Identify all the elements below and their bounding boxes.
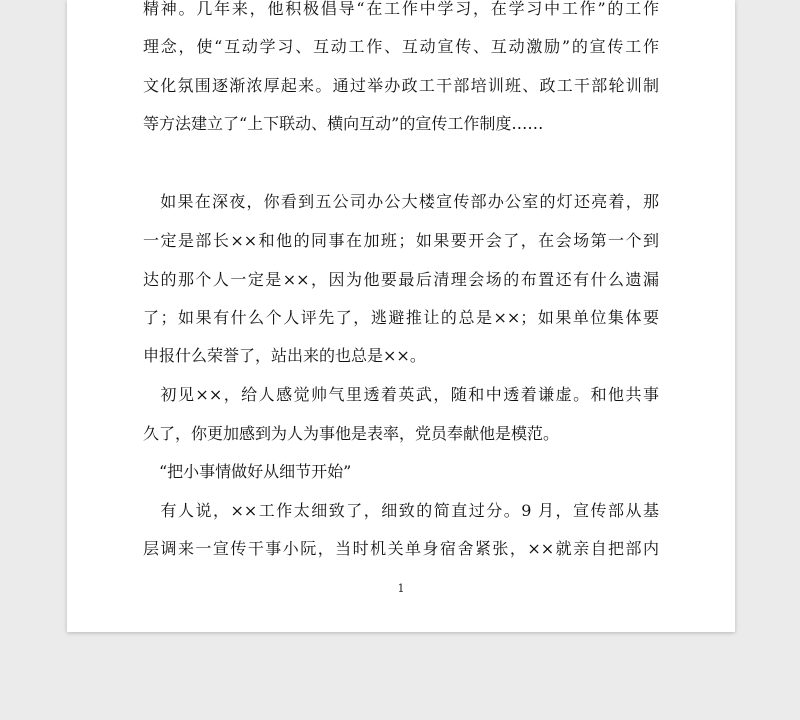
text-line: 如果在深夜，你看到五公司办公大楼宣传部办公室的灯还亮着，那: [143, 192, 659, 211]
text-line: 久了，你更加感到为人为事他是表率，党员奉献他是模范。: [143, 424, 560, 443]
page-number: 1: [397, 582, 405, 595]
section-heading: “把小事情做好从细节开始”: [143, 462, 352, 481]
document-page: [67, 0, 735, 632]
text-line: 精神。几年来，他积极倡导“在工作中学习，在学习中工作”的工作: [143, 0, 659, 18]
text-line: 有人说，××工作太细致了，细致的简直过分。9 月，宣传部从基: [143, 501, 659, 520]
text-line: 申报什么荣誉了，站出来的也总是××。: [143, 346, 426, 365]
text-line: 一定是部长××和他的同事在加班；如果要开会了，在会场第一个到: [143, 231, 659, 250]
text-line: 文化氛围逐渐浓厚起来。通过举办政工干部培训班、政工干部轮训制: [143, 76, 659, 95]
text-line: 了；如果有什么个人评先了，逃避推让的总是××；如果单位集体要: [143, 308, 659, 327]
text-line: 达的那个人一定是××，因为他要最后清理会场的布置还有什么遗漏: [143, 270, 659, 289]
text-line: 等方法建立了“上下联动、横向互动”的宣传工作制度……: [143, 114, 544, 133]
text-line: 初见××，给人感觉帅气里透着英武，随和中透着谦虚。和他共事: [143, 385, 659, 404]
text-line: 层调来一宣传干事小阮，当时机关单身宿舍紧张，××就亲自把部内: [143, 539, 659, 558]
text-line: 理念，使“互动学习、互动工作、互动宣传、互动激励”的宣传工作: [143, 37, 659, 56]
